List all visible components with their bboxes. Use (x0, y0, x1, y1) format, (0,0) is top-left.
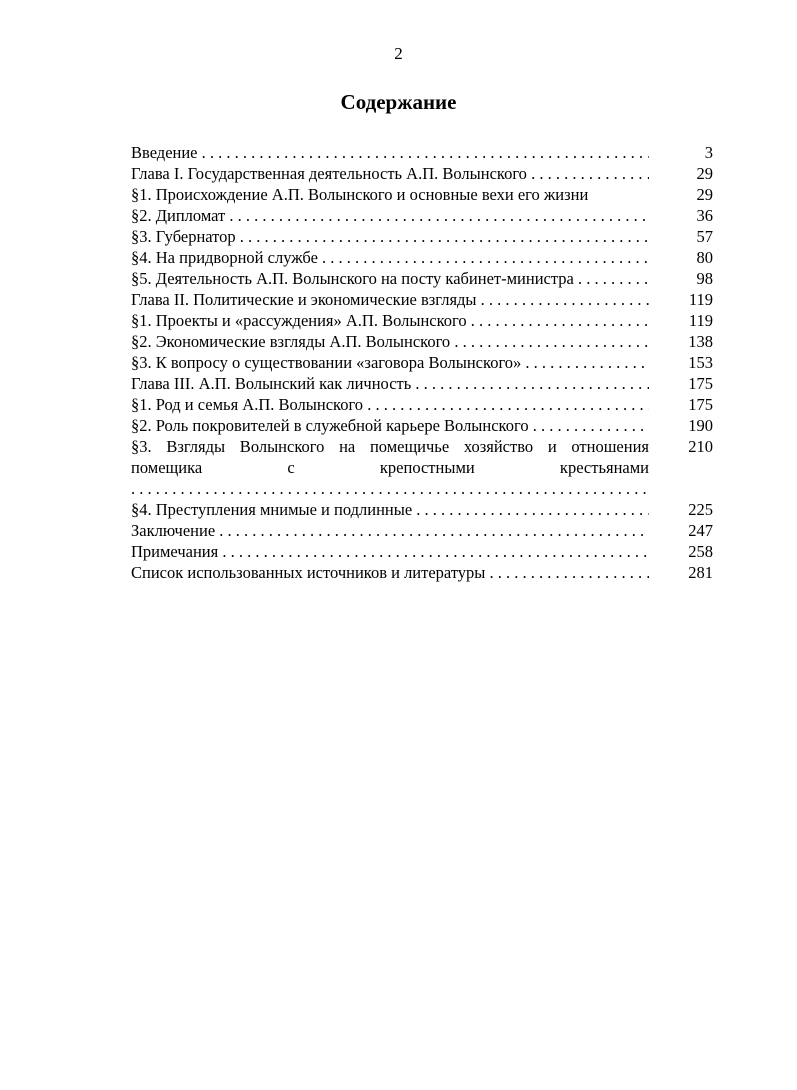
toc-entry-ch1-section-5[interactable] (131, 268, 713, 289)
toc-entry-text: Введение (131, 143, 198, 162)
toc-entry-text: §2. Роль покровителей в служебной карьере Волынского (131, 416, 529, 435)
toc-leader-dots (218, 542, 649, 561)
toc-leader-dots (236, 227, 649, 246)
toc-title: Содержание (340, 90, 457, 114)
toc-entry-chapter-2[interactable] (131, 289, 713, 310)
toc-entry-ch1-section-2[interactable] (131, 205, 713, 226)
toc-entry-text: Глава I. Государственная деятельность А.П. Волынского (131, 164, 527, 183)
toc-entry-ch3-section-4[interactable] (131, 499, 713, 520)
toc-entry-text: §4. Преступления мнимые и подлинные (131, 500, 413, 519)
toc-leader-dots (527, 164, 649, 183)
toc-entry-conclusion[interactable] (131, 520, 713, 541)
table-of-contents (131, 142, 713, 583)
toc-entry-chapter-3[interactable] (131, 373, 713, 394)
toc-entry-page: 210 (688, 437, 713, 456)
toc-entry-text: §2. Дипломат (131, 206, 226, 225)
toc-entry-text: §3. Взгляды Волынского на помещичье хозяйство и отношения помещика с крепостными крестьянами (131, 437, 649, 477)
toc-entry-text: §3. Губернатор (131, 227, 236, 246)
toc-entry-page: 80 (696, 248, 713, 267)
toc-leader-dots (411, 374, 649, 393)
toc-entry-page: 119 (688, 311, 713, 330)
toc-leader-dots (521, 353, 649, 372)
toc-entry-page: 247 (688, 521, 713, 540)
page-number: 2 (394, 44, 403, 63)
toc-entry-page: 119 (688, 290, 713, 309)
toc-entry-page: 57 (696, 227, 713, 246)
toc-entry-ch3-section-2[interactable] (131, 415, 713, 436)
toc-entry-notes[interactable] (131, 541, 713, 562)
toc-leader-dots (485, 563, 649, 582)
toc-entry-ch1-section-1[interactable] (131, 184, 713, 205)
toc-entry-text: §1. Род и семья А.П. Волынского (131, 395, 364, 414)
toc-leader-dots (477, 290, 649, 309)
toc-entry-page: 36 (696, 206, 713, 225)
toc-entry-page: 175 (688, 374, 713, 393)
toc-leader-dots (215, 521, 649, 540)
toc-leader-dots (131, 479, 649, 498)
toc-entry-page: 98 (696, 269, 713, 288)
toc-entry-page: 29 (696, 164, 713, 183)
toc-entry-ch1-section-4[interactable] (131, 247, 713, 268)
toc-entry-text: §2. Экономические взгляды А.П. Волынского (131, 332, 451, 351)
toc-entry-ch1-section-3[interactable] (131, 226, 713, 247)
toc-leader-dots (529, 416, 649, 435)
toc-leader-dots (198, 143, 649, 162)
toc-entry-page: 29 (696, 185, 713, 204)
toc-leader-dots (467, 311, 649, 330)
toc-entry-page: 225 (688, 500, 713, 519)
toc-entry-ch3-section-1[interactable] (131, 394, 713, 415)
toc-entry-page: 190 (688, 416, 713, 435)
toc-entry-text: §1. Проекты и «рассуждения» А.П. Волынского (131, 311, 467, 330)
toc-entry-text: Список использованных источников и литературы (131, 563, 486, 582)
toc-leader-dots (363, 395, 649, 414)
toc-entry-page: 138 (688, 332, 713, 351)
toc-entry-ch3-section-3[interactable] (131, 436, 713, 499)
toc-leader-dots (318, 248, 649, 267)
toc-leader-dots (574, 269, 649, 288)
toc-leader-dots (225, 206, 649, 225)
toc-entry-text: §5. Деятельность А.П. Волынского на посту кабинет-министра (131, 269, 574, 288)
toc-entry-bibliography[interactable] (131, 562, 713, 583)
toc-entry-text: §1. Происхождение А.П. Волынского и основные вехи его жизни (131, 185, 589, 204)
toc-entry-page: 153 (688, 353, 713, 372)
toc-leader-dots (450, 332, 649, 351)
toc-entry-page: 258 (688, 542, 713, 561)
toc-entry-text: §4. На придворной службе (131, 248, 318, 267)
toc-entry-page: 3 (704, 143, 713, 162)
toc-entry-ch2-section-2[interactable] (131, 331, 713, 352)
toc-entry-page: 281 (688, 563, 713, 582)
toc-entry-ch2-section-3[interactable] (131, 352, 713, 373)
toc-entry-text: Примечания (131, 542, 219, 561)
toc-entry-ch2-section-1[interactable] (131, 310, 713, 331)
toc-entry-text: Глава III. А.П. Волынский как личность (131, 374, 412, 393)
toc-entry-introduction[interactable] (131, 142, 713, 163)
toc-entry-text: Глава II. Политические и экономические взгляды (131, 290, 477, 309)
toc-entry-text: Заключение (131, 521, 216, 540)
toc-entry-text: §3. К вопросу о существовании «заговора Волынского» (131, 353, 522, 372)
toc-entry-page: 175 (688, 395, 713, 414)
toc-leader-dots (412, 500, 649, 519)
toc-entry-chapter-1[interactable] (131, 163, 713, 184)
